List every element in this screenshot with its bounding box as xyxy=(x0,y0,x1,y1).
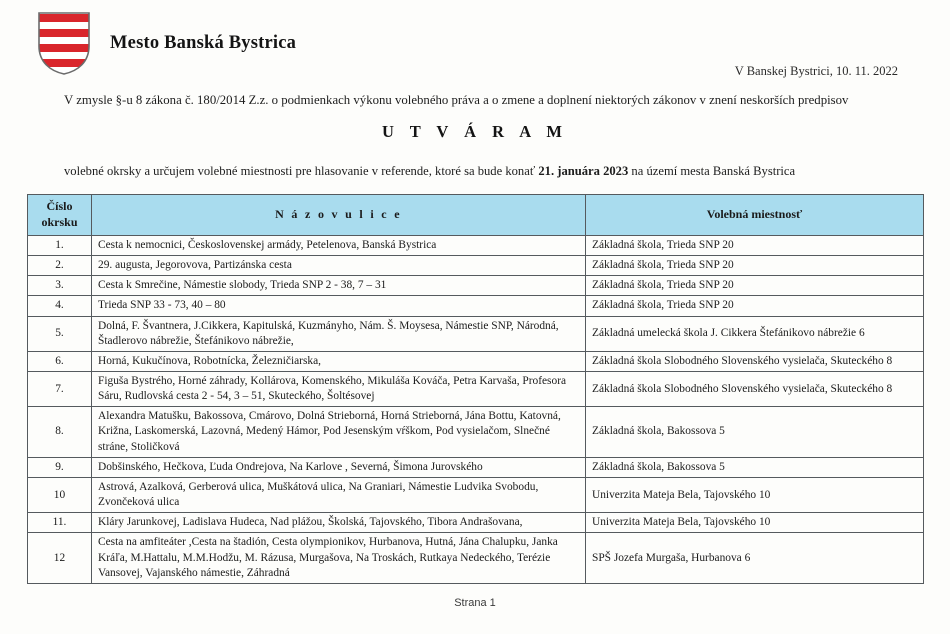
cell-precinct-number: 5. xyxy=(28,316,92,351)
cell-precinct-number: 2. xyxy=(28,256,92,276)
place-and-date: V Banskej Bystrici, 10. 11. 2022 xyxy=(734,64,898,78)
precincts-table xyxy=(27,194,924,584)
table-row xyxy=(28,316,924,351)
table-row xyxy=(28,513,924,533)
cell-polling-venue: Základná škola, Trieda SNP 20 xyxy=(586,235,924,255)
cell-precinct-number: 7. xyxy=(28,372,92,407)
cell-street-list: Horná, Kukučínova, Robotnícka, Železničiarska, xyxy=(92,351,586,371)
cell-polling-venue: Základná škola, Bakossova 5 xyxy=(586,407,924,457)
cell-precinct-number: 4. xyxy=(28,296,92,316)
cell-precinct-number: 12 xyxy=(28,533,92,583)
cell-polling-venue: Základná škola Slobodného Slovenského vysielača, Skuteckého 8 xyxy=(586,351,924,371)
cell-polling-venue: Základná škola, Trieda SNP 20 xyxy=(586,276,924,296)
cell-street-list: Cesta k Smrečine, Námestie slobody, Trieda SNP 2 - 38, 7 – 31 xyxy=(92,276,586,296)
column-header-number xyxy=(28,195,92,236)
table-row xyxy=(28,296,924,316)
table-row xyxy=(28,256,924,276)
cell-precinct-number: 6. xyxy=(28,351,92,371)
subject-suffix: na území mesta Banská Bystrica xyxy=(628,164,796,178)
coat-of-arms-icon xyxy=(36,10,92,76)
table-row xyxy=(28,372,924,407)
table-row xyxy=(28,477,924,512)
subject-prefix: volebné okrsky a určujem volebné miestnosti pre hlasovanie v referende, ktoré sa bude konať xyxy=(64,164,539,178)
cell-precinct-number: 1. xyxy=(28,235,92,255)
page-footer: Strana 1 xyxy=(454,597,496,609)
table-row xyxy=(28,407,924,457)
cell-precinct-number: 11. xyxy=(28,513,92,533)
column-header-venue: Volebná miestnosť xyxy=(586,195,924,236)
cell-polling-venue: Univerzita Mateja Bela, Tajovského 10 xyxy=(586,513,924,533)
table-row xyxy=(28,351,924,371)
legal-basis-text: V zmysle §-u 8 zákona č. 180/2014 Z.z. o podmienkach výkonu volebného práva a o zmene a doplnení niektorých zákonov v znení neskorších predpisov xyxy=(64,93,849,107)
cell-precinct-number: 8. xyxy=(28,407,92,457)
table-row xyxy=(28,533,924,583)
cell-street-list: Dolná, F. Švantnera, J.Cikkera, Kapitulská, Kuzmányho, Nám. Š. Moysesa, Námestie SNP, Národná, Štadlerovo nábrežie, Štefánikovo nábrežie, xyxy=(92,316,586,351)
cell-street-list: Figuša Bystrého, Horné záhrady, Kollárova, Komenského, Mikuláša Kováča, Petra Karvaša, Profesora Sáru, Rudlovská cesta 2 - 54, 3 – 51, Skuteckého, Šoltésovej xyxy=(92,372,586,407)
cell-street-list: Astrová, Azalková, Gerberová ulica, Muškátová ulica, Na Graniari, Námestie Ludvika Svobodu, Zvončeková ulica xyxy=(92,477,586,512)
column-header-street: N á z o v u l i c e xyxy=(92,195,586,236)
cell-polling-venue: Základná umelecká škola J. Cikkera Štefánikovo nábrežie 6 xyxy=(586,316,924,351)
column-header-number-line2: okrsku xyxy=(41,214,78,229)
referendum-date: 21. januára 2023 xyxy=(538,164,629,178)
cell-polling-venue: Základná škola, Trieda SNP 20 xyxy=(586,256,924,276)
precincts-table-container xyxy=(27,194,923,584)
cell-street-list: Trieda SNP 33 - 73, 40 – 80 xyxy=(92,296,586,316)
cell-street-list: Kláry Jarunkovej, Ladislava Hudeca, Nad plážou, Školská, Tajovského, Tibora Andrašovana, xyxy=(92,513,586,533)
cell-polling-venue: Univerzita Mateja Bela, Tajovského 10 xyxy=(586,477,924,512)
cell-polling-venue: Základná škola Slobodného Slovenského vysielača, Skuteckého 8 xyxy=(586,372,924,407)
column-header-number-line1: Číslo xyxy=(46,199,73,213)
table-row xyxy=(28,276,924,296)
decree-heading: U T V Á R A M xyxy=(382,122,568,141)
cell-polling-venue: Základná škola, Trieda SNP 20 xyxy=(586,296,924,316)
cell-polling-venue: SPŠ Jozefa Murgaša, Hurbanova 6 xyxy=(586,533,924,583)
cell-polling-venue: Základná škola, Bakossova 5 xyxy=(586,457,924,477)
cell-street-list: Cesta na amfiteáter ,Cesta na štadión, Cesta olympionikov, Hurbanova, Hutná, Jána Chalupku, Janka Kráľa, M.Hattalu, M.M.Hodžu, M. Rázusa, Murgašova, Na Troskách, Rutkaya Nedeckého, Terézie Vansovej, Vajanského námestie, Záhradná xyxy=(92,533,586,583)
table-head xyxy=(28,195,924,236)
table-row xyxy=(28,235,924,255)
cell-street-list: Dobšinského, Hečkova, Ľuda Ondrejova, Na Karlove , Severná, Šimona Jurovského xyxy=(92,457,586,477)
cell-precinct-number: 3. xyxy=(28,276,92,296)
table-row xyxy=(28,457,924,477)
cell-precinct-number: 10 xyxy=(28,477,92,512)
cell-street-list: Alexandra Matušku, Bakossova, Cmárovo, Dolná Strieborná, Horná Strieborná, Jána Bottu, Katovná, Križna, Laskomerská, Lazovná, Medený Hámor, Pod Jesenským vŕškom, Pod vysielačom, Slnečné stráne, Stoličková xyxy=(92,407,586,457)
table-body xyxy=(28,235,924,583)
cell-street-list: Cesta k nemocnici, Československej armády, Petelenova, Banská Bystrica xyxy=(92,235,586,255)
organization-title: Mesto Banská Bystrica xyxy=(110,32,297,53)
cell-street-list: 29. augusta, Jegorovova, Partizánska cesta xyxy=(92,256,586,276)
cell-precinct-number: 9. xyxy=(28,457,92,477)
table-header-row xyxy=(28,195,924,236)
document-header xyxy=(36,10,296,76)
subject-line xyxy=(64,164,894,180)
